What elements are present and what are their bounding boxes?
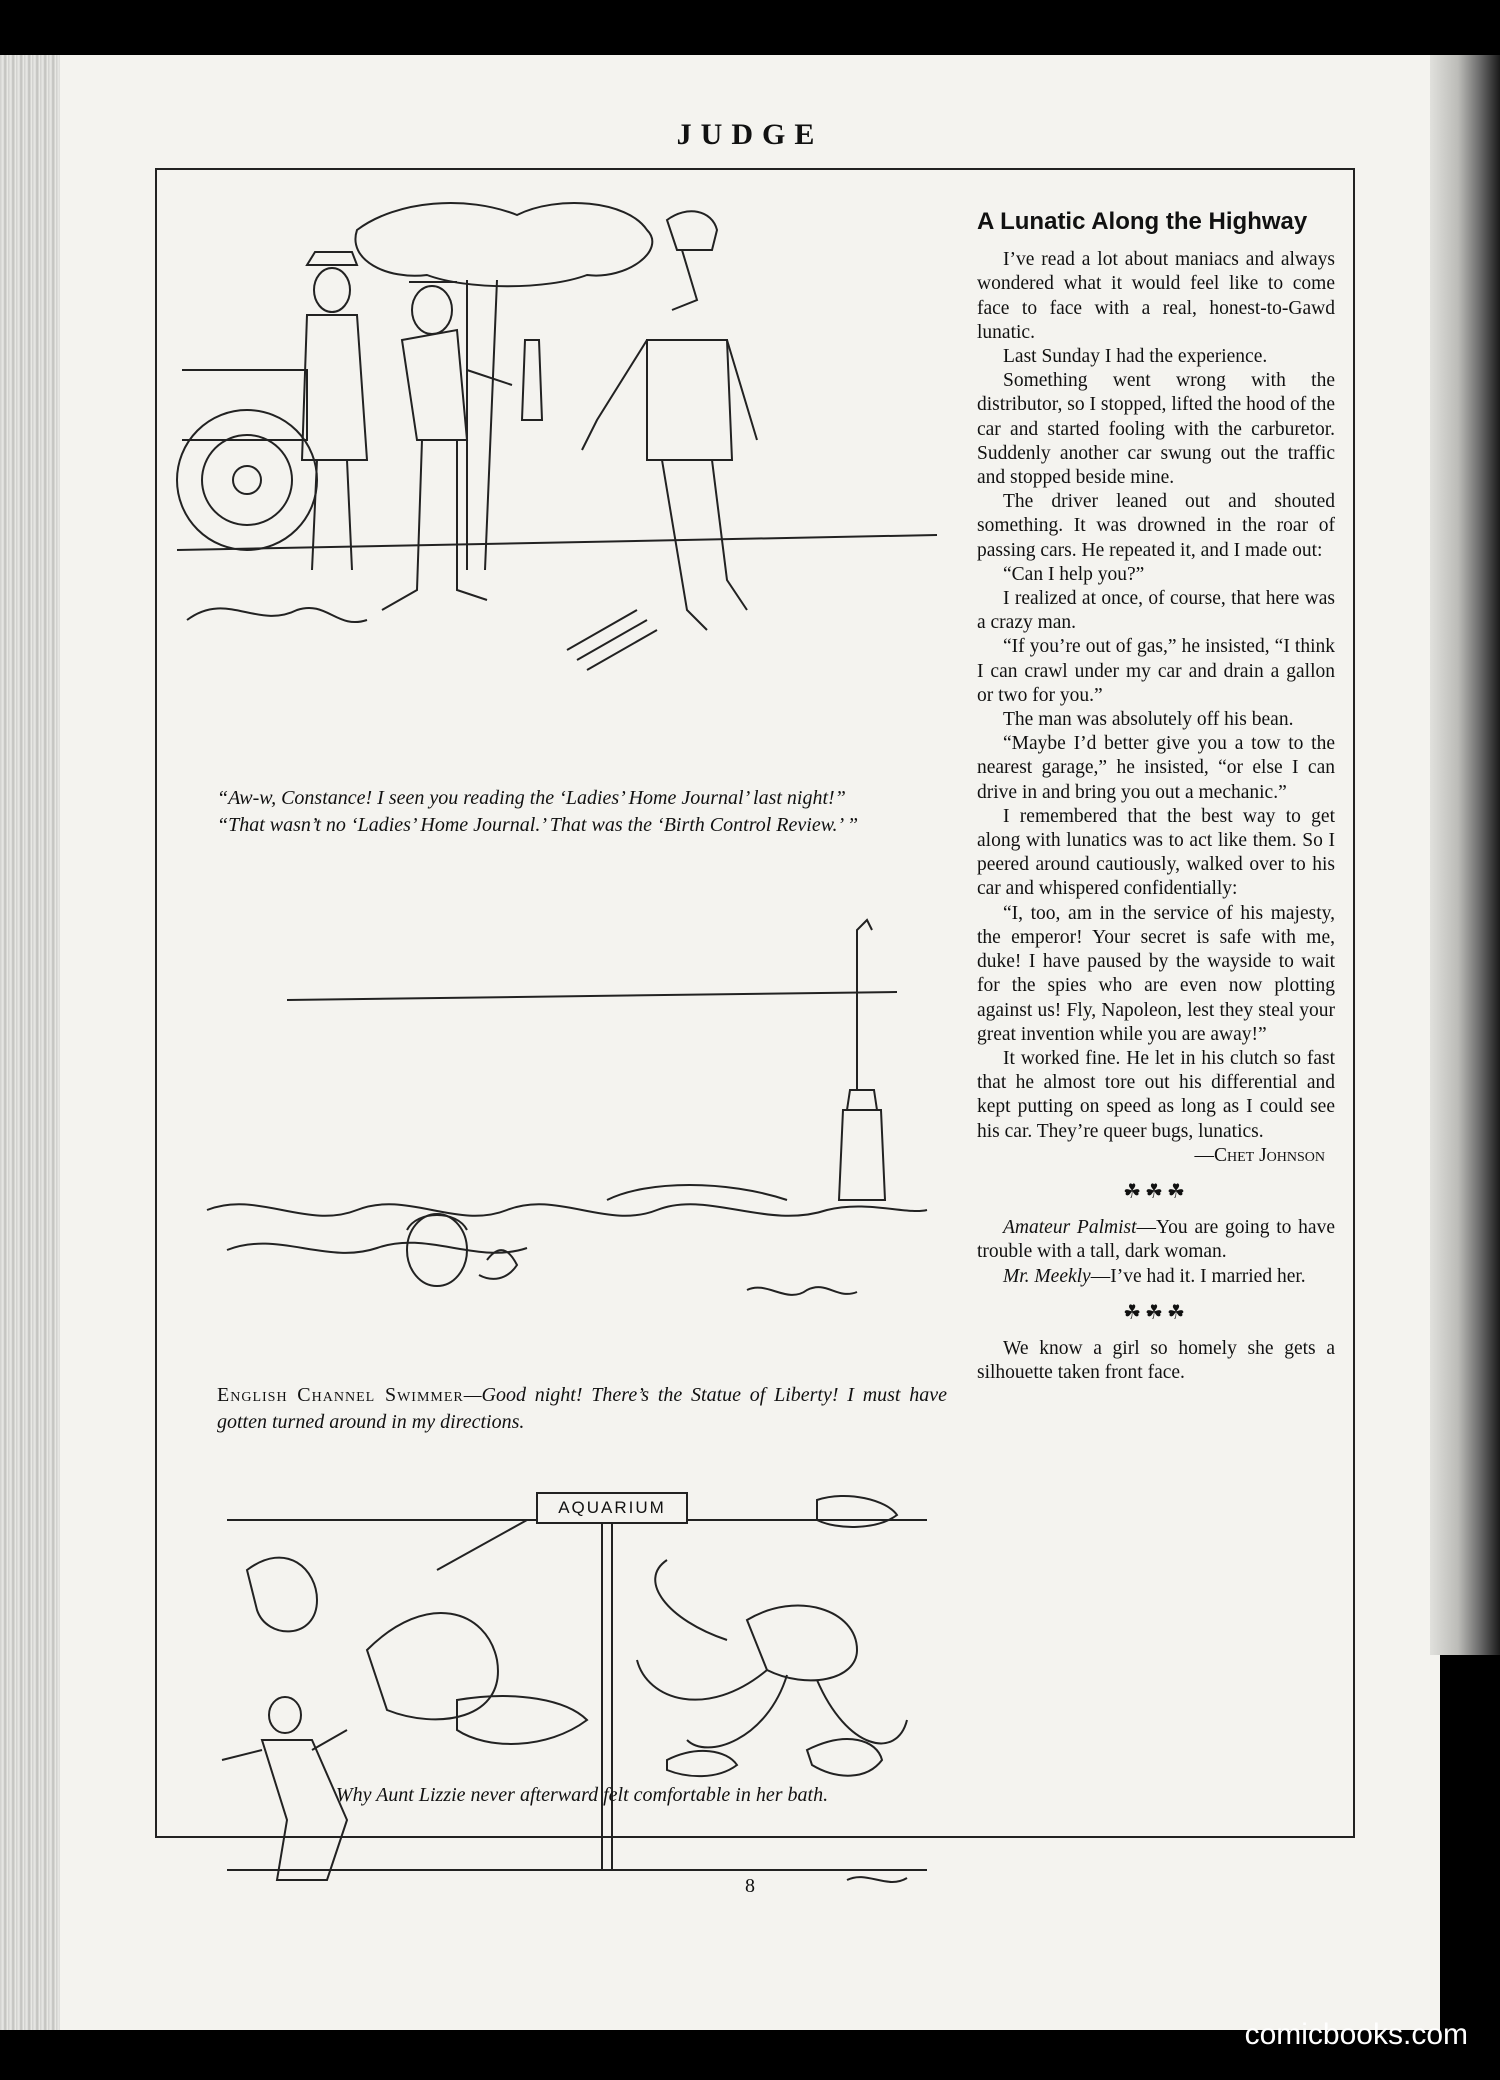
article-paragraph: I remembered that the best way to get along with lunatics was to act like them. So I peered around cautiously, walked over to his car and whispered confidentially: bbox=[977, 805, 1335, 900]
article-paragraph: Last Sunday I had the experience. bbox=[1003, 346, 1268, 368]
cartoon-swimmer-caption bbox=[217, 1382, 947, 1436]
cartoon-aquarium-drawing bbox=[167, 1460, 947, 1930]
caption-speaker: English Channel Swimmer bbox=[217, 1384, 464, 1406]
article-paragraph: “If you’re out of gas,” he insisted, “I think I can crawl under my car and drain a gallon or two for you.” bbox=[977, 636, 1335, 706]
article-byline: —Chet Johnson bbox=[1194, 1144, 1325, 1166]
meekly-joke-line bbox=[977, 1265, 1335, 1289]
article-paragraph: I’ve read a lot about maniacs and always wondered what it would feel like to come face to face with a real, honest-to-Gawd lunatic. bbox=[977, 249, 1335, 343]
page-edges bbox=[0, 55, 60, 2030]
cartoon-aquarium bbox=[167, 1460, 947, 1930]
meekly-line: —I’ve had it. I married her. bbox=[1090, 1265, 1306, 1287]
cartoon-swimmer bbox=[167, 910, 947, 1360]
palmist-speaker: Amateur Palmist bbox=[1003, 1217, 1137, 1239]
article-paragraph: “Can I help you?” bbox=[1003, 563, 1145, 585]
palmist-joke-line bbox=[977, 1216, 1335, 1264]
caption-line: “Aw-w, Constance! I seen you reading the ‘Ladies’ Home Journal’ last night!” bbox=[217, 787, 846, 809]
site-watermark: comicbooks.com bbox=[1244, 2018, 1468, 2051]
cartoon-aquarium-caption: Why Aunt Lizzie never afterward felt comfortable in her bath. bbox=[335, 1784, 829, 1806]
article-paragraph: It worked fine. He let in his clutch so fast that he almost tore out his differential and kept putting on speed as long as I could see his car. They’re queer bugs, lunatics. bbox=[977, 1047, 1335, 1142]
separator-ornament: ☘☘☘ bbox=[1123, 1180, 1189, 1203]
article-paragraph: The man was absolutely off his bean. bbox=[1003, 709, 1294, 731]
separator-ornament: ☘☘☘ bbox=[1123, 1301, 1189, 1324]
meekly-speaker: Mr. Meekly bbox=[1003, 1265, 1091, 1287]
aquarium-sign: AQUARIUM bbox=[558, 1498, 666, 1517]
silhouette-joke: We know a girl so homely she gets a silhouette taken front face. bbox=[977, 1337, 1335, 1384]
cartoon-highway-drawing bbox=[167, 190, 947, 780]
cartoon-highway-caption bbox=[217, 785, 947, 839]
running-head: JUDGE bbox=[676, 118, 824, 151]
article-paragraph: “Maybe I’d better give you a tow to the nearest garage,” he insisted, “or else I can drive in and bring you out a mechanic.” bbox=[977, 733, 1335, 803]
content-frame bbox=[155, 168, 1355, 1838]
article-paragraph: Something went wrong with the distributor, so I stopped, lifted the hood of the car and started fooling with the carburetor. Suddenly another car swung out the traffic and stopped beside mine. bbox=[977, 370, 1335, 489]
article-paragraph: I realized at once, of course, that here was a crazy man. bbox=[977, 588, 1335, 634]
caption-line: “That wasn’t no ‘Ladies’ Home Journal.’ That was the ‘Birth Control Review.’ ” bbox=[217, 814, 859, 836]
caption-dialogue: —Good night! There’s the Statue of Liberty! I must have gotten turned around in my directions. bbox=[217, 1384, 947, 1433]
article-paragraph: “I, too, am in the service of his majesty, the emperor! Your secret is safe with me, duke! I have paused by the wayside to wait for the spies who are even now plotting against us! Fly, Napoleon, lest they steal your great invention while you are away!” bbox=[977, 902, 1335, 1045]
article-column bbox=[977, 210, 1335, 1385]
cartoon-highway bbox=[167, 190, 947, 780]
cartoon-swimmer-drawing bbox=[167, 910, 947, 1360]
palmist-line: —You are going to have trouble with a tall, dark woman. bbox=[977, 1217, 1335, 1263]
article-title: A Lunatic Along the Highway bbox=[977, 208, 1308, 235]
book-spine bbox=[1430, 55, 1500, 1655]
article-paragraph: The driver leaned out and shouted something. It was drowned in the roar of passing cars. He repeated it, and I made out: bbox=[977, 491, 1335, 561]
page-number: 8 bbox=[745, 1875, 755, 1897]
